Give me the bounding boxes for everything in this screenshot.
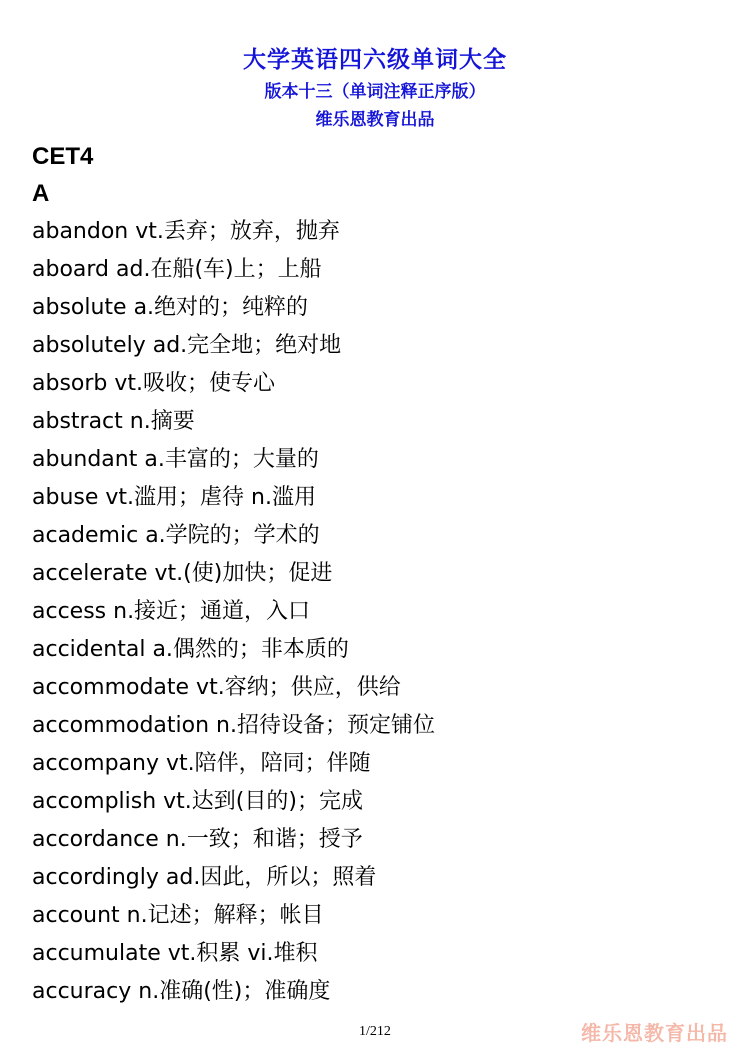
vocabulary-entry: accomplish vt.达到(目的)；完成 (32, 789, 363, 814)
vocabulary-entry: academic a.学院的；学术的 (32, 523, 320, 548)
vocabulary-entry: abuse vt.滥用；虐待 n.滥用 (32, 485, 316, 510)
vocabulary-entry: abstract n.摘要 (32, 409, 195, 434)
vocabulary-entry: accumulate vt.积累 vi.堆积 (32, 941, 318, 966)
vocabulary-entry: account n.记述；解释；帐目 (32, 903, 324, 928)
document-subtitle: 版本十三（单词注释正序版） (264, 82, 486, 102)
vocabulary-entry: accompany vt.陪伴，陪同；伴随 (32, 751, 371, 776)
vocabulary-entry: accommodate vt.容纳；供应，供给 (32, 675, 401, 700)
vocabulary-entry: accuracy n.准确(性)；准确度 (32, 979, 331, 1004)
section-heading: CET4 (32, 143, 94, 170)
vocabulary-entry: accelerate vt.(使)加快；促进 (32, 561, 333, 586)
vocabulary-entry: absorb vt.吸收；使专心 (32, 371, 276, 396)
vocabulary-content (32, 138, 732, 1011)
vocabulary-entry: aboard ad.在船(车)上；上船 (32, 257, 322, 282)
vocabulary-list (32, 213, 732, 1011)
vocabulary-entry: abandon vt.丢弃；放弃，抛弃 (32, 219, 340, 244)
document-header (0, 44, 750, 134)
document-title: 大学英语四六级单词大全 (243, 47, 507, 73)
vocabulary-entry: absolutely ad.完全地；绝对地 (32, 333, 342, 358)
vocabulary-entry: accordance n.一致；和谐；授予 (32, 827, 363, 852)
vocabulary-entry: abundant a.丰富的；大量的 (32, 447, 319, 472)
vocabulary-entry: accordingly ad.因此，所以；照着 (32, 865, 377, 890)
vocabulary-entry: accidental a.偶然的；非本质的 (32, 637, 349, 662)
document-publisher: 维乐恩教育出品 (315, 110, 435, 130)
vocabulary-entry: accommodation n.招待设备；预定铺位 (32, 713, 435, 738)
vocabulary-entry: access n.接近；通道，入口 (32, 599, 311, 624)
publisher-watermark: 维乐恩教育出品 (581, 1021, 728, 1045)
letter-heading: A (32, 180, 50, 207)
vocabulary-entry: absolute a.绝对的；纯粹的 (32, 295, 309, 320)
page-number: 1/212 (359, 1024, 391, 1039)
